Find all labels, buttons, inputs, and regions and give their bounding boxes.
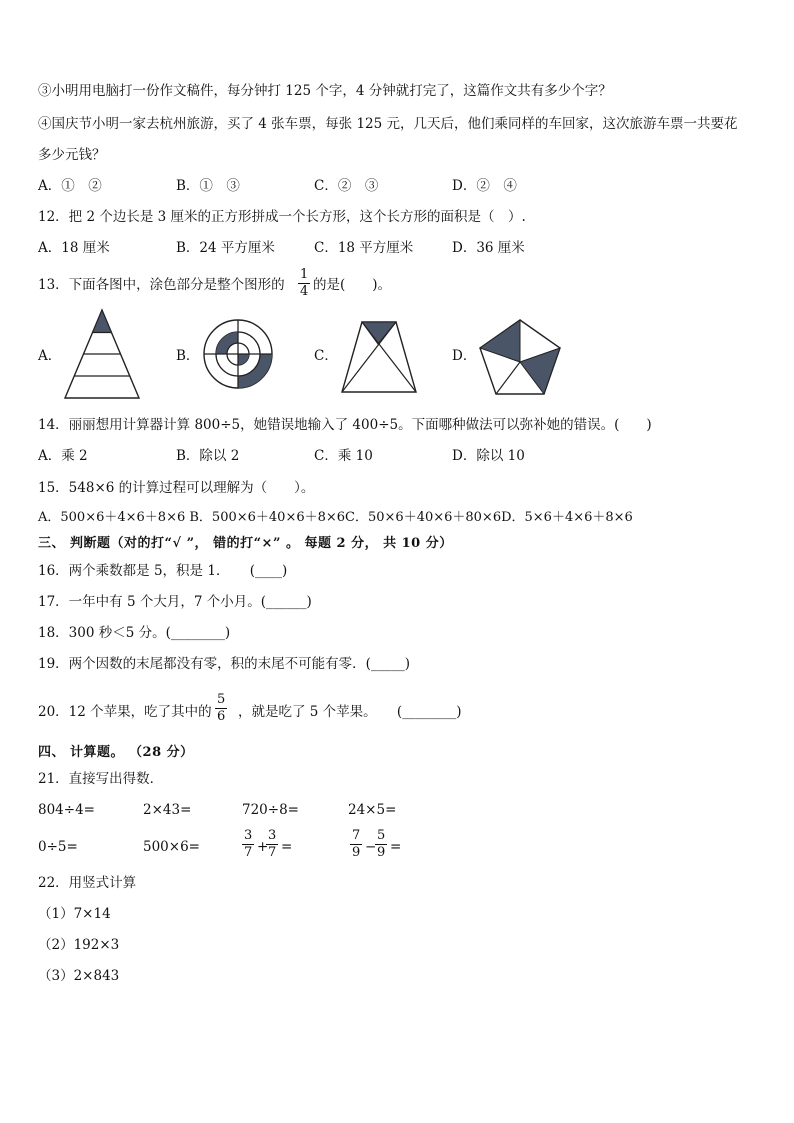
q22-stem: 22．用竖式计算 (38, 875, 137, 891)
q12-stem: 12．把 2 个边长是 3 厘米的正方形拼成一个长方形，这个长方形的面积是（ ）. (38, 209, 526, 225)
q16: 16．两个乘数都是 5，积是 1． (____) (38, 563, 288, 579)
fraction-numerator: 5 (217, 692, 226, 707)
fraction-denominator: 4 (300, 284, 309, 299)
q15-stem: 15．548×6 的计算过程可以理解为（ ）。 (38, 480, 315, 496)
q20-fraction (215, 693, 227, 724)
q15-options: A．500×6＋4×6＋8×6 B．500×6＋40×6＋8×6C．50×6＋40×6＋80×6D．5×6＋4×6＋8×6 (38, 510, 633, 525)
section-4-title: 四、 计算题。 （28 分） (38, 745, 194, 760)
q22-item-3: （3）2×843 (38, 968, 120, 984)
q18: 18．300 秒＜5 分。(________) (38, 625, 231, 641)
fraction-denominator: 6 (217, 709, 226, 724)
q13-stem-after: 的是( )。 (313, 277, 392, 293)
q14-option-a: A．乘 2 (38, 448, 88, 464)
q13-label-c: C． (314, 348, 338, 364)
q21-stem: 21．直接写出得数． (38, 771, 164, 787)
q11-item4-line2: 多少元钱？ (38, 147, 106, 163)
q21-problem-7-fraction-b (266, 829, 278, 860)
q22-item-2: （2）192×3 (38, 937, 120, 953)
q11-item4-line1: ④国庆节小明一家去杭州旅游，买了 4 张车票，每张 125 元，几天后，他们乘同样的车回家，这次旅游车票一共要花 (38, 116, 738, 132)
q21-problem-7-operator: + (257, 839, 269, 855)
q21-problem-6: 500×6= (143, 839, 200, 855)
fraction-denominator: 7 (244, 845, 253, 860)
q14-option-c: C．乘 10 (314, 448, 373, 464)
q21-problem-8-operator: − (365, 839, 377, 855)
q12-option-d: D．36 厘米 (452, 240, 525, 256)
q21-problem-3: 720÷8= (242, 802, 299, 818)
fraction-numerator: 7 (352, 828, 361, 843)
fraction-denominator: 9 (352, 845, 361, 860)
q11-option-b: B．① ③ (176, 178, 240, 194)
section-3-title: 三、 判断题（对的打“√ ”， 错的打“×” 。 每题 2 分， 共 10 分） (38, 536, 453, 551)
q20-after: ，就是吃了 5 个苹果。 (________) (238, 704, 462, 720)
q13-label-b: B． (176, 348, 200, 364)
q13-stem-before: 13．下面各图中，涂色部分是整个图形的 (38, 277, 285, 293)
fraction-numerator: 3 (244, 828, 253, 843)
q21-problem-4: 24×5= (348, 802, 397, 818)
figure-b-circles (202, 318, 274, 390)
q22-item-1: （1）7×14 (38, 906, 111, 922)
q12-option-c: C．18 平方厘米 (314, 240, 414, 256)
fraction-denominator: 9 (377, 845, 386, 860)
q21-problem-8-equals: = (390, 839, 402, 855)
q21-problem-8-fraction-a (350, 829, 362, 860)
q12-option-b: B．24 平方厘米 (176, 240, 275, 256)
q19: 19．两个因数的末尾都没有零，积的末尾不可能有零．(_____) (38, 656, 410, 672)
figure-d-pentagon (478, 318, 562, 396)
figure-a-triangle (62, 308, 142, 400)
q14-stem: 14．丽丽想用计算器计算 800÷5，她错误地输入了 400÷5。下面哪种做法可以弥补她的错误。( ) (38, 417, 652, 433)
q14-option-b: B．除以 2 (176, 448, 240, 464)
q12-option-a: A．18 厘米 (38, 240, 110, 256)
fraction-numerator: 1 (300, 267, 309, 282)
q11-option-d: D．② ④ (452, 178, 517, 194)
q11-option-a: A．① ② (38, 178, 102, 194)
q21-problem-8-fraction-b (375, 829, 387, 860)
q13-label-d: D． (452, 348, 477, 364)
q21-problem-5: 0÷5= (38, 839, 78, 855)
figure-c-trapezoid (340, 320, 418, 394)
q21-problem-2: 2×43= (143, 802, 192, 818)
fraction-numerator: 5 (377, 828, 386, 843)
q21-problem-7-equals: = (281, 839, 293, 855)
fraction-numerator: 3 (268, 828, 277, 843)
q21-problem-1: 804÷4= (38, 802, 95, 818)
q14-option-d: D．除以 10 (452, 448, 525, 464)
q13-fraction (298, 268, 310, 299)
q11-option-c: C．② ③ (314, 178, 379, 194)
q17: 17．一年中有 5 个大月，7 个小月。(______) (38, 594, 312, 610)
q11-item3: ③小明用电脑打一份作文稿件，每分钟打 125 个字，4 分钟就打完了，这篇作文共有多少个字？ (38, 83, 612, 99)
q20-before: 20．12 个苹果，吃了其中的 (38, 704, 212, 720)
q21-problem-7-fraction-a (242, 829, 254, 860)
fraction-denominator: 7 (268, 845, 277, 860)
q13-label-a: A． (38, 348, 62, 364)
